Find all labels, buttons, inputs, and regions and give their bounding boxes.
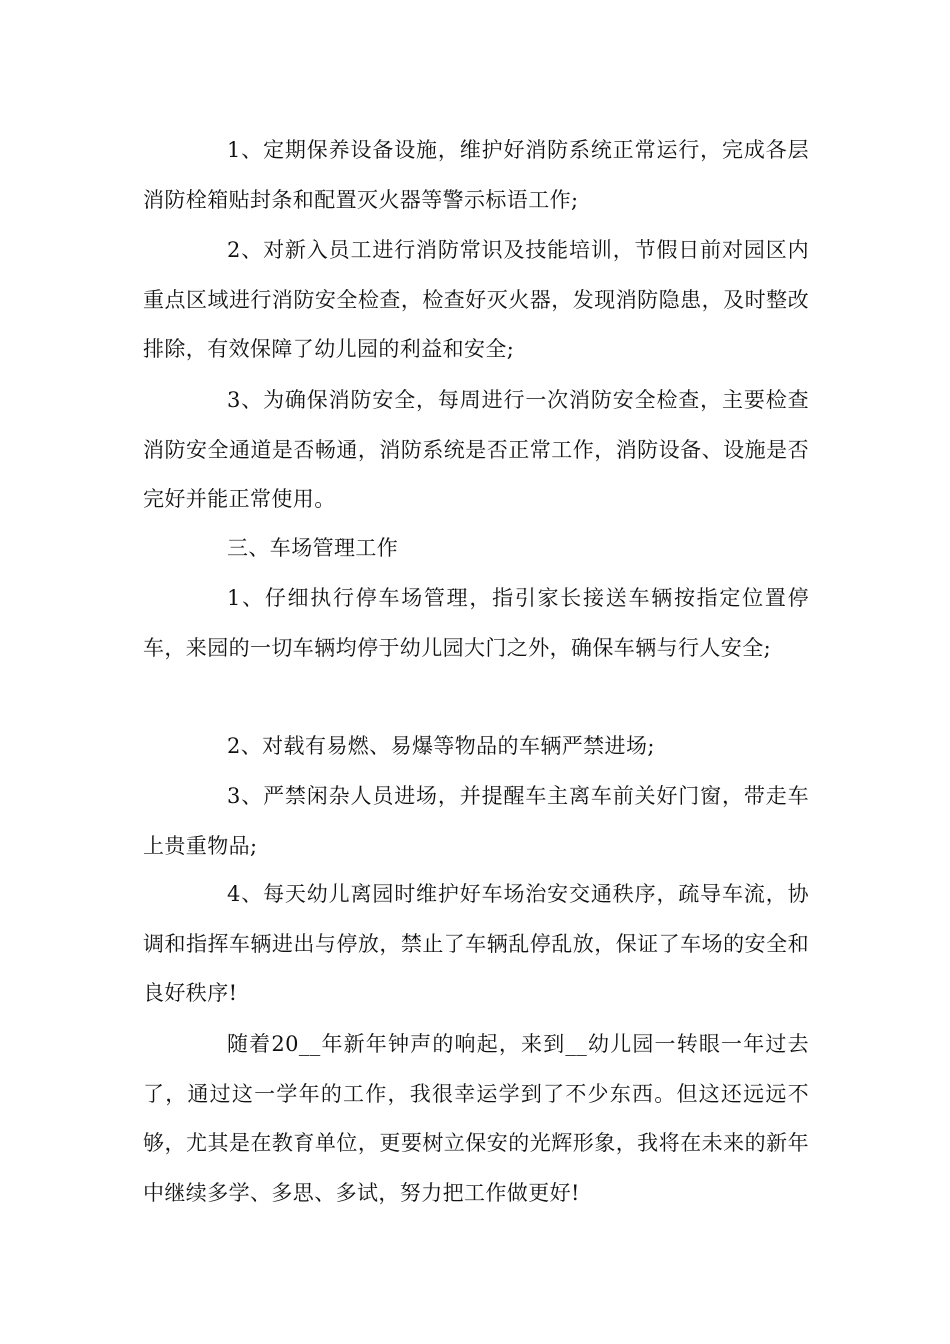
paragraph-fire-inspection: 3、为确保消防安全，每周进行一次消防安全检查，主要检查消防安全通道是否畅通，消防系统是否正常工作，消防设备、设施是否完好并能正常使用。 bbox=[143, 388, 809, 511]
paragraph-fire-training: 2、对新入员工进行消防常识及技能培训，节假日前对园区内重点区域进行消防安全检查，检查好灭火器，发现消防隐患，及时整改排除，有效保障了幼儿园的利益和安全; bbox=[143, 238, 809, 361]
paragraph-idle-personnel: 3、严禁闲杂人员进场，并提醒车主离车前关好门窗，带走车上贵重物品; bbox=[143, 784, 809, 858]
paragraph-parking-management: 1、仔细执行停车场管理，指引家长接送车辆按指定位置停车，来园的一切车辆均停于幼儿园大门之外，确保车辆与行人安全; bbox=[143, 586, 809, 660]
section-heading-parking: 三、车场管理工作 bbox=[227, 536, 399, 560]
paragraph-closing-summary: 随着20__年新年钟声的响起，来到__幼儿园一转眼一年过去了，通过这一学年的工作，我很幸运学到了不少东西。但这还远远不够，尤其是在教育单位，更要树立保安的光辉形象，我将在未来的新年中继续多学、多思、多试，努力把工作做更好! bbox=[143, 1032, 809, 1205]
paragraph-traffic-order: 4、每天幼儿离园时维护好车场治安交通秩序，疏导车流，协调和指挥车辆进出与停放，禁止了车辆乱停乱放，保证了车场的安全和良好秩序! bbox=[143, 882, 809, 1005]
paragraph-hazardous-vehicles: 2、对载有易燃、易爆等物品的车辆严禁进场; bbox=[227, 734, 655, 758]
paragraph-fire-maintenance: 1、定期保养设备设施，维护好消防系统正常运行，完成各层消防栓箱贴封条和配置灭火器等警示标语工作; bbox=[143, 138, 809, 212]
